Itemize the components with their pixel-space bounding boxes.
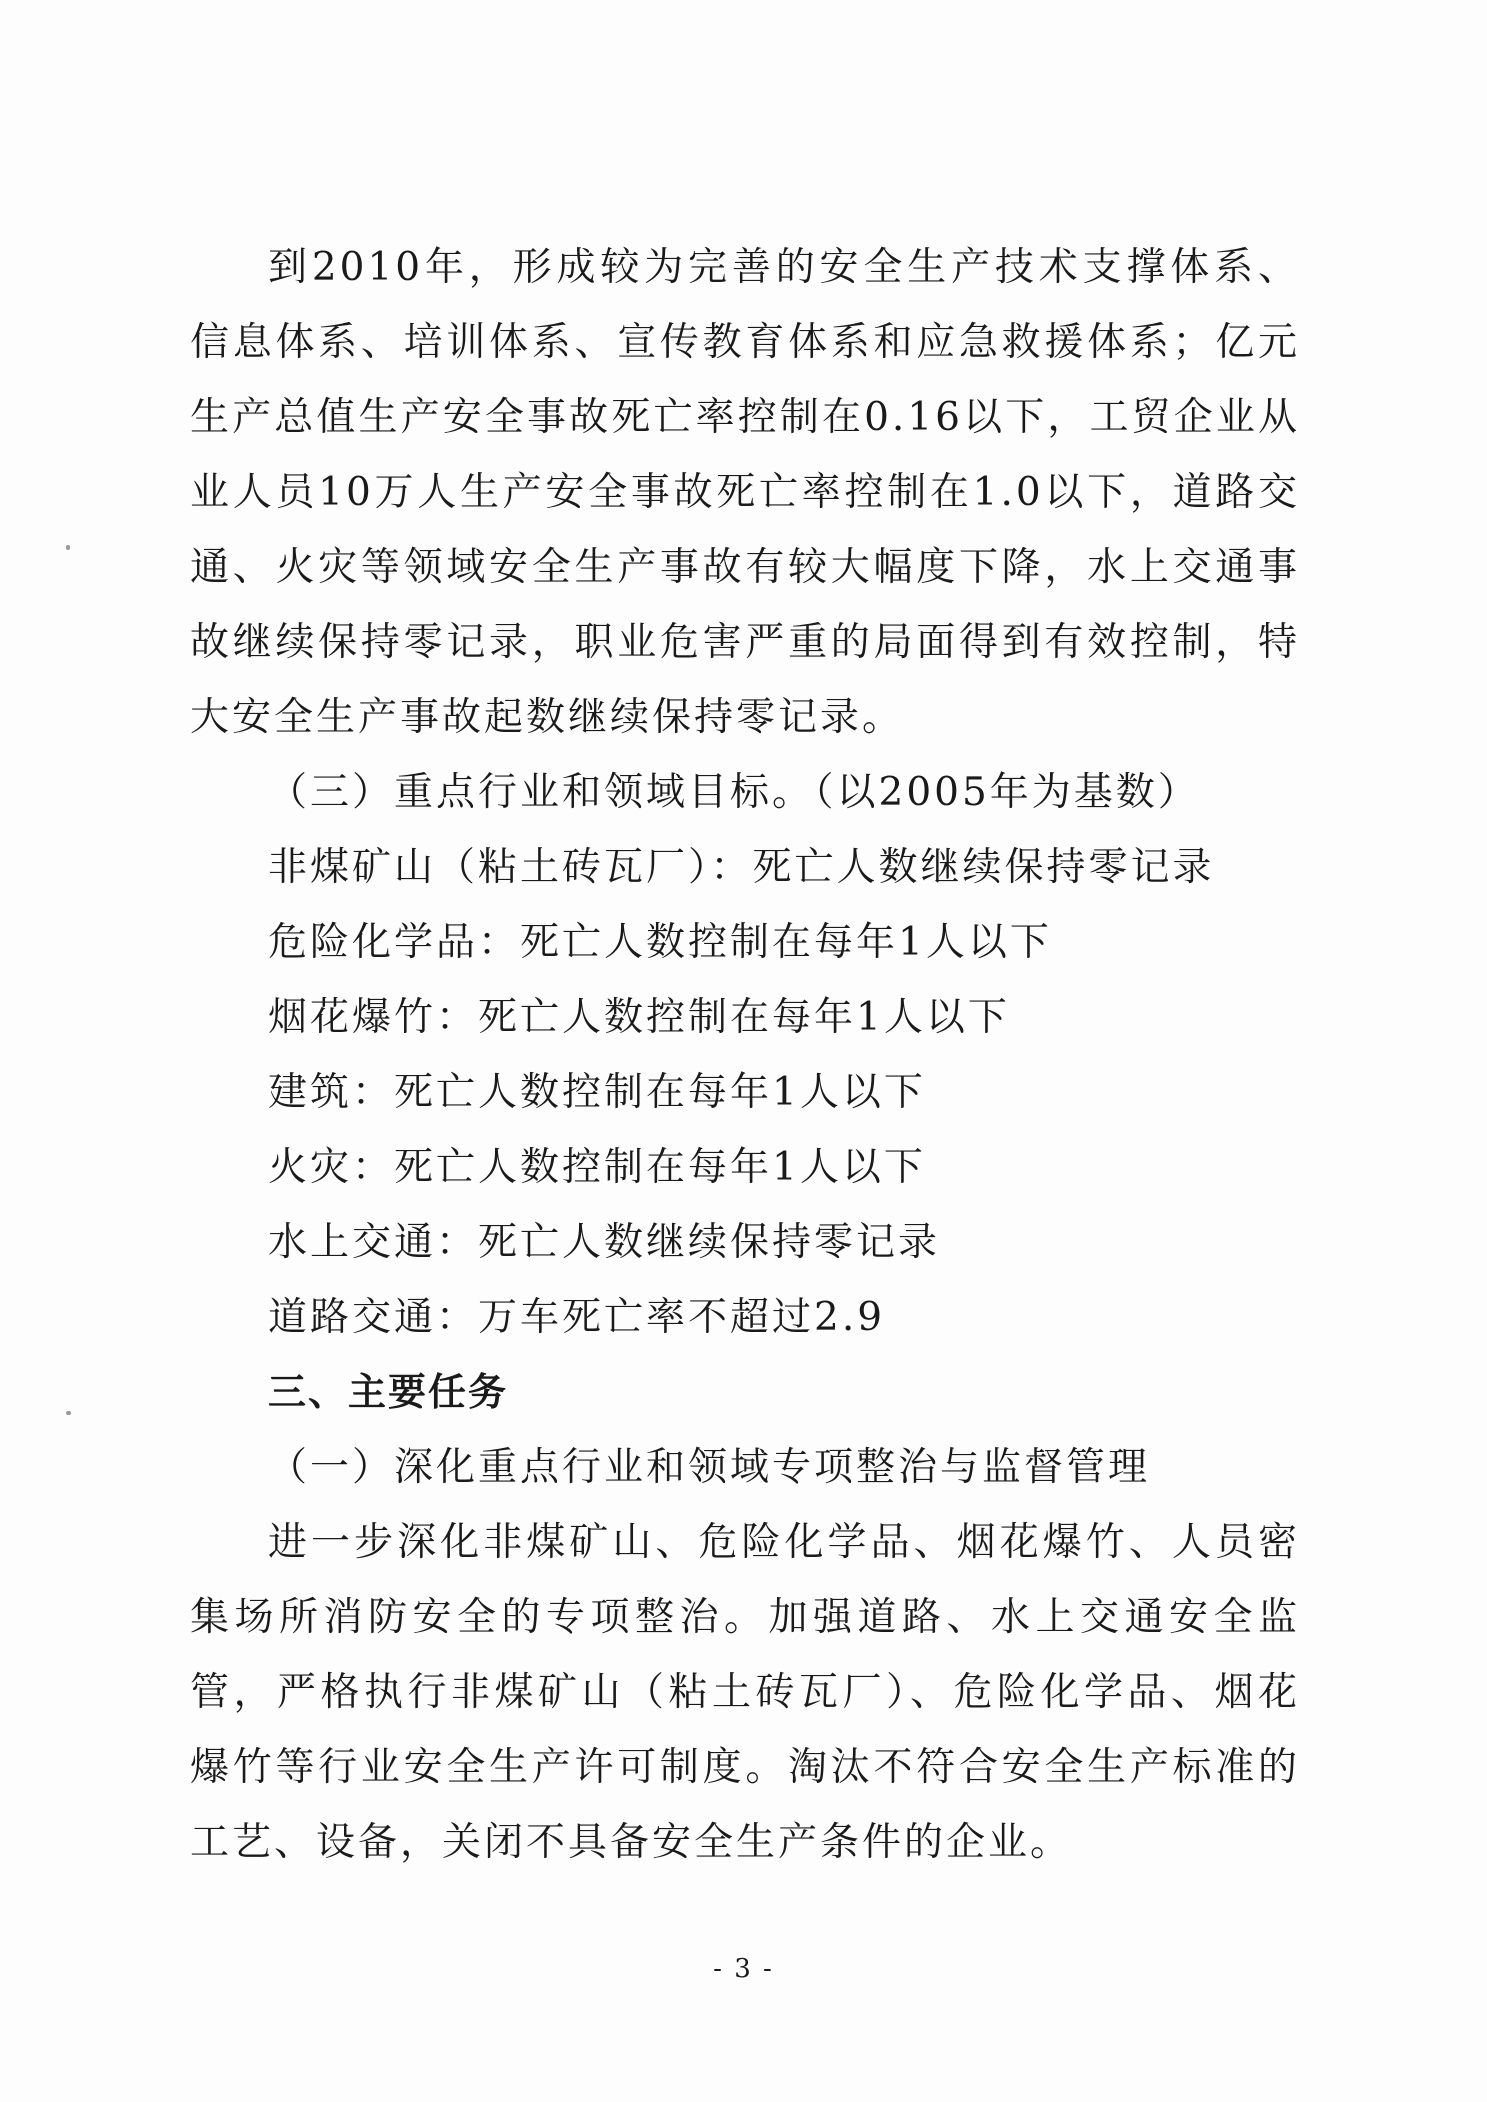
target-item: 非煤矿山（粘土砖瓦厂）：死亡人数继续保持零记录 — [268, 845, 1215, 890]
target-item: 建筑：死亡人数控制在每年1人以下 — [268, 1070, 926, 1115]
target-item: 水上交通：死亡人数继续保持零记录 — [268, 1220, 941, 1265]
scan-speck — [66, 1411, 71, 1415]
scan-speck — [66, 545, 70, 550]
paragraph-task-1: 进一步深化非煤矿山、危险化学品、烟花爆竹、人员密集场所消防安全的专项整治。加强道路、水上交通安全监管，严格执行非煤矿山（粘土砖瓦厂）、危险化学品、烟花爆竹等行业安全生产许可制度。淘汰不符合安全生产标准的工艺、设备，关闭不具备安全生产条件的企业。 — [190, 1520, 1300, 1865]
target-item: 道路交通：万车死亡率不超过2.9 — [268, 1295, 886, 1340]
target-item: 烟花爆竹：死亡人数控制在每年1人以下 — [268, 995, 1010, 1040]
subsection-1-title: （一）深化重点行业和领域专项整治与监督管理 — [268, 1445, 1151, 1490]
paragraph-goals-2010: 到2010年，形成较为完善的安全生产技术支撑体系、信息体系、培训体系、宣传教育体系和应急救援体系；亿元生产总值生产安全事故死亡率控制在0.16以下，工贸企业从业人员10万人生产安全事故死亡率控制在1.0以下，道路交通、火灾等领域安全生产事故有较大幅度下降，水上交通事故继续保持零记录，职业危害严重的局面得到有效控制，特大安全生产事故起数继续保持零记录。 — [190, 245, 1300, 740]
section-3-title: （三）重点行业和领域目标。（以2005年为基数） — [268, 770, 1200, 815]
target-item: 危险化学品：死亡人数控制在每年1人以下 — [268, 920, 1052, 965]
page-number: - 3 - — [713, 1954, 774, 1984]
body-text — [190, 230, 1300, 1880]
main-heading: 三、主要任务 — [268, 1370, 509, 1414]
target-item: 火灾：死亡人数控制在每年1人以下 — [268, 1145, 926, 1190]
